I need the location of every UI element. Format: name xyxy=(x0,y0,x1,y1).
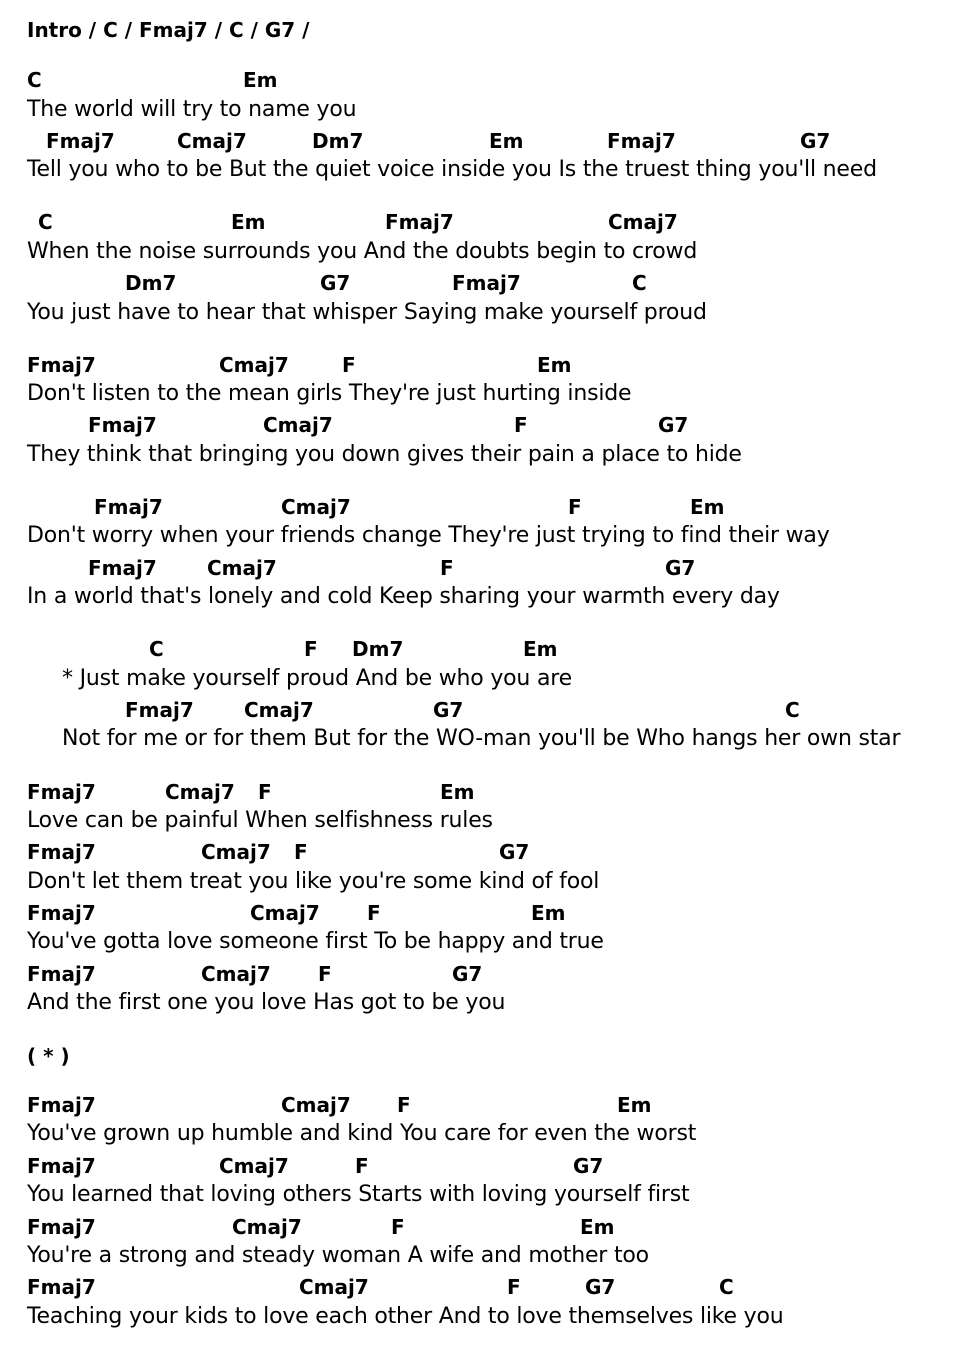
chord: Cmaj7 xyxy=(281,1093,351,1117)
chord: F xyxy=(258,780,272,804)
chord: Dm7 xyxy=(125,271,177,295)
chord: F xyxy=(397,1093,411,1117)
chord: Fmaj7 xyxy=(27,1154,96,1178)
chord-line xyxy=(0,1093,969,1123)
chord-line xyxy=(0,1154,969,1184)
chord: F xyxy=(367,901,381,925)
chord: C xyxy=(38,210,53,234)
chord: G7 xyxy=(800,129,831,153)
chord: G7 xyxy=(452,962,483,986)
chord: Fmaj7 xyxy=(27,1093,96,1117)
lyric-line xyxy=(0,156,969,186)
chord: G7 xyxy=(433,698,464,722)
chord: Cmaj7 xyxy=(244,698,314,722)
chord: G7 xyxy=(585,1275,616,1299)
lyric-text: When the noise surrounds you And the doubts begin to crowd xyxy=(27,239,698,264)
chord-line xyxy=(0,780,969,810)
chord: Fmaj7 xyxy=(27,1275,96,1299)
chord: Cmaj7 xyxy=(207,556,277,580)
lyric-text: Tell you who to be But the quiet voice inside you Is the truest thing you'll need xyxy=(27,157,877,182)
lyric-line xyxy=(0,725,969,755)
chord-line xyxy=(0,495,969,525)
chord: C xyxy=(632,271,647,295)
chord-line xyxy=(0,962,969,992)
chord: Em xyxy=(523,637,558,661)
lyric-line xyxy=(0,441,969,471)
chord: Cmaj7 xyxy=(201,840,271,864)
chord: G7 xyxy=(573,1154,604,1178)
lyric-line xyxy=(0,96,969,126)
chord: F xyxy=(391,1215,405,1239)
chord: Cmaj7 xyxy=(263,413,333,437)
chord: C xyxy=(785,698,800,722)
chord: Cmaj7 xyxy=(608,210,678,234)
lyric-text: You've grown up humble and kind You care for even the worst xyxy=(27,1121,697,1146)
lyric-text: The world will try to name you xyxy=(27,97,357,122)
lyric-line xyxy=(0,928,969,958)
chord: Em xyxy=(231,210,266,234)
chord-line xyxy=(0,129,969,159)
chord: Fmaj7 xyxy=(27,962,96,986)
lyric-text: You learned that loving others Starts with loving yourself first xyxy=(27,1182,690,1207)
lyric-line xyxy=(0,380,969,410)
chord: Cmaj7 xyxy=(165,780,235,804)
chord-line xyxy=(0,840,969,870)
lyric-text: You're a strong and steady woman A wife and mother too xyxy=(27,1243,649,1268)
chord: Em xyxy=(690,495,725,519)
lyric-line xyxy=(0,807,969,837)
chord: Em xyxy=(489,129,524,153)
chord-line xyxy=(0,353,969,383)
chord: C xyxy=(719,1275,734,1299)
chord: C xyxy=(149,637,164,661)
chorus-marker: ( * ) xyxy=(27,1044,70,1068)
chord: Fmaj7 xyxy=(27,901,96,925)
lyric-line xyxy=(0,868,969,898)
chord: Fmaj7 xyxy=(94,495,163,519)
lyric-text: And the first one you love Has got to be you xyxy=(27,990,506,1015)
chord: Fmaj7 xyxy=(46,129,115,153)
chord: Cmaj7 xyxy=(177,129,247,153)
chord: Dm7 xyxy=(312,129,364,153)
lyric-text: You just have to hear that whisper Saying make yourself proud xyxy=(27,300,707,325)
chord: G7 xyxy=(320,271,351,295)
chord: G7 xyxy=(665,556,696,580)
chord: Fmaj7 xyxy=(27,1215,96,1239)
chord: F xyxy=(304,637,318,661)
chord: Fmaj7 xyxy=(27,353,96,377)
lyric-line xyxy=(0,238,969,268)
lyric-line xyxy=(0,1120,969,1150)
lyric-text: You've gotta love someone first To be happy and true xyxy=(27,929,604,954)
lyric-text: Don't worry when your friends change They're just trying to find their way xyxy=(27,523,830,548)
intro-line xyxy=(0,18,969,48)
intro-chords: Intro / C / Fmaj7 / C / G7 / xyxy=(27,18,310,42)
chord: F xyxy=(568,495,582,519)
chord: Fmaj7 xyxy=(452,271,521,295)
chord: Em xyxy=(440,780,475,804)
chord-line xyxy=(0,210,969,240)
lyric-line xyxy=(0,299,969,329)
lyric-text: Teaching your kids to love each other And to love themselves like you xyxy=(27,1304,784,1329)
chord: Em xyxy=(580,1215,615,1239)
lyric-text: They think that bringing you down gives their pain a place to hide xyxy=(27,442,742,467)
chorus-reference xyxy=(0,1044,969,1074)
chord: Fmaj7 xyxy=(27,780,96,804)
chord: Em xyxy=(617,1093,652,1117)
chord: Cmaj7 xyxy=(219,353,289,377)
chord: G7 xyxy=(499,840,530,864)
chord: Em xyxy=(243,68,278,92)
chord: F xyxy=(507,1275,521,1299)
chord-line xyxy=(0,271,969,301)
chord: F xyxy=(318,962,332,986)
lyric-text: Don't let them treat you like you're some kind of fool xyxy=(27,869,600,894)
chord-line xyxy=(0,637,969,667)
chord: Em xyxy=(537,353,572,377)
chord: Fmaj7 xyxy=(125,698,194,722)
chord: C xyxy=(27,68,42,92)
lyric-line xyxy=(0,989,969,1019)
chord: Cmaj7 xyxy=(299,1275,369,1299)
chord: Fmaj7 xyxy=(88,413,157,437)
chord-line xyxy=(0,1275,969,1305)
chord: Fmaj7 xyxy=(27,840,96,864)
lyric-text: In a world that's lonely and cold Keep sharing your warmth every day xyxy=(27,584,780,609)
chord-line xyxy=(0,698,969,728)
chord: F xyxy=(514,413,528,437)
chord: Fmaj7 xyxy=(385,210,454,234)
lyric-line xyxy=(0,1181,969,1211)
chord: Cmaj7 xyxy=(232,1215,302,1239)
chord: Cmaj7 xyxy=(201,962,271,986)
lyric-text: * Just make yourself proud And be who you are xyxy=(62,666,572,691)
chord: Fmaj7 xyxy=(88,556,157,580)
chord: Cmaj7 xyxy=(281,495,351,519)
lyric-line xyxy=(0,522,969,552)
lyric-text: Love can be painful When selfishness rules xyxy=(27,808,493,833)
chord: F xyxy=(342,353,356,377)
chord: G7 xyxy=(658,413,689,437)
chord: Fmaj7 xyxy=(607,129,676,153)
chord: F xyxy=(355,1154,369,1178)
lyric-text: Don't listen to the mean girls They're just hurting inside xyxy=(27,381,632,406)
chord: Cmaj7 xyxy=(219,1154,289,1178)
lyric-line xyxy=(0,583,969,613)
chord: Cmaj7 xyxy=(250,901,320,925)
lyric-line xyxy=(0,1242,969,1272)
chord-line xyxy=(0,901,969,931)
lyric-line xyxy=(0,1303,969,1333)
chord-line xyxy=(0,68,969,98)
chord-line xyxy=(0,413,969,443)
lyric-text: Not for me or for them But for the WO-man you'll be Who hangs her own star xyxy=(62,726,901,751)
chord-line xyxy=(0,556,969,586)
chord: F xyxy=(294,840,308,864)
chord: Dm7 xyxy=(352,637,404,661)
lyric-line xyxy=(0,665,969,695)
chord: Em xyxy=(531,901,566,925)
chord: F xyxy=(440,556,454,580)
chord-line xyxy=(0,1215,969,1245)
